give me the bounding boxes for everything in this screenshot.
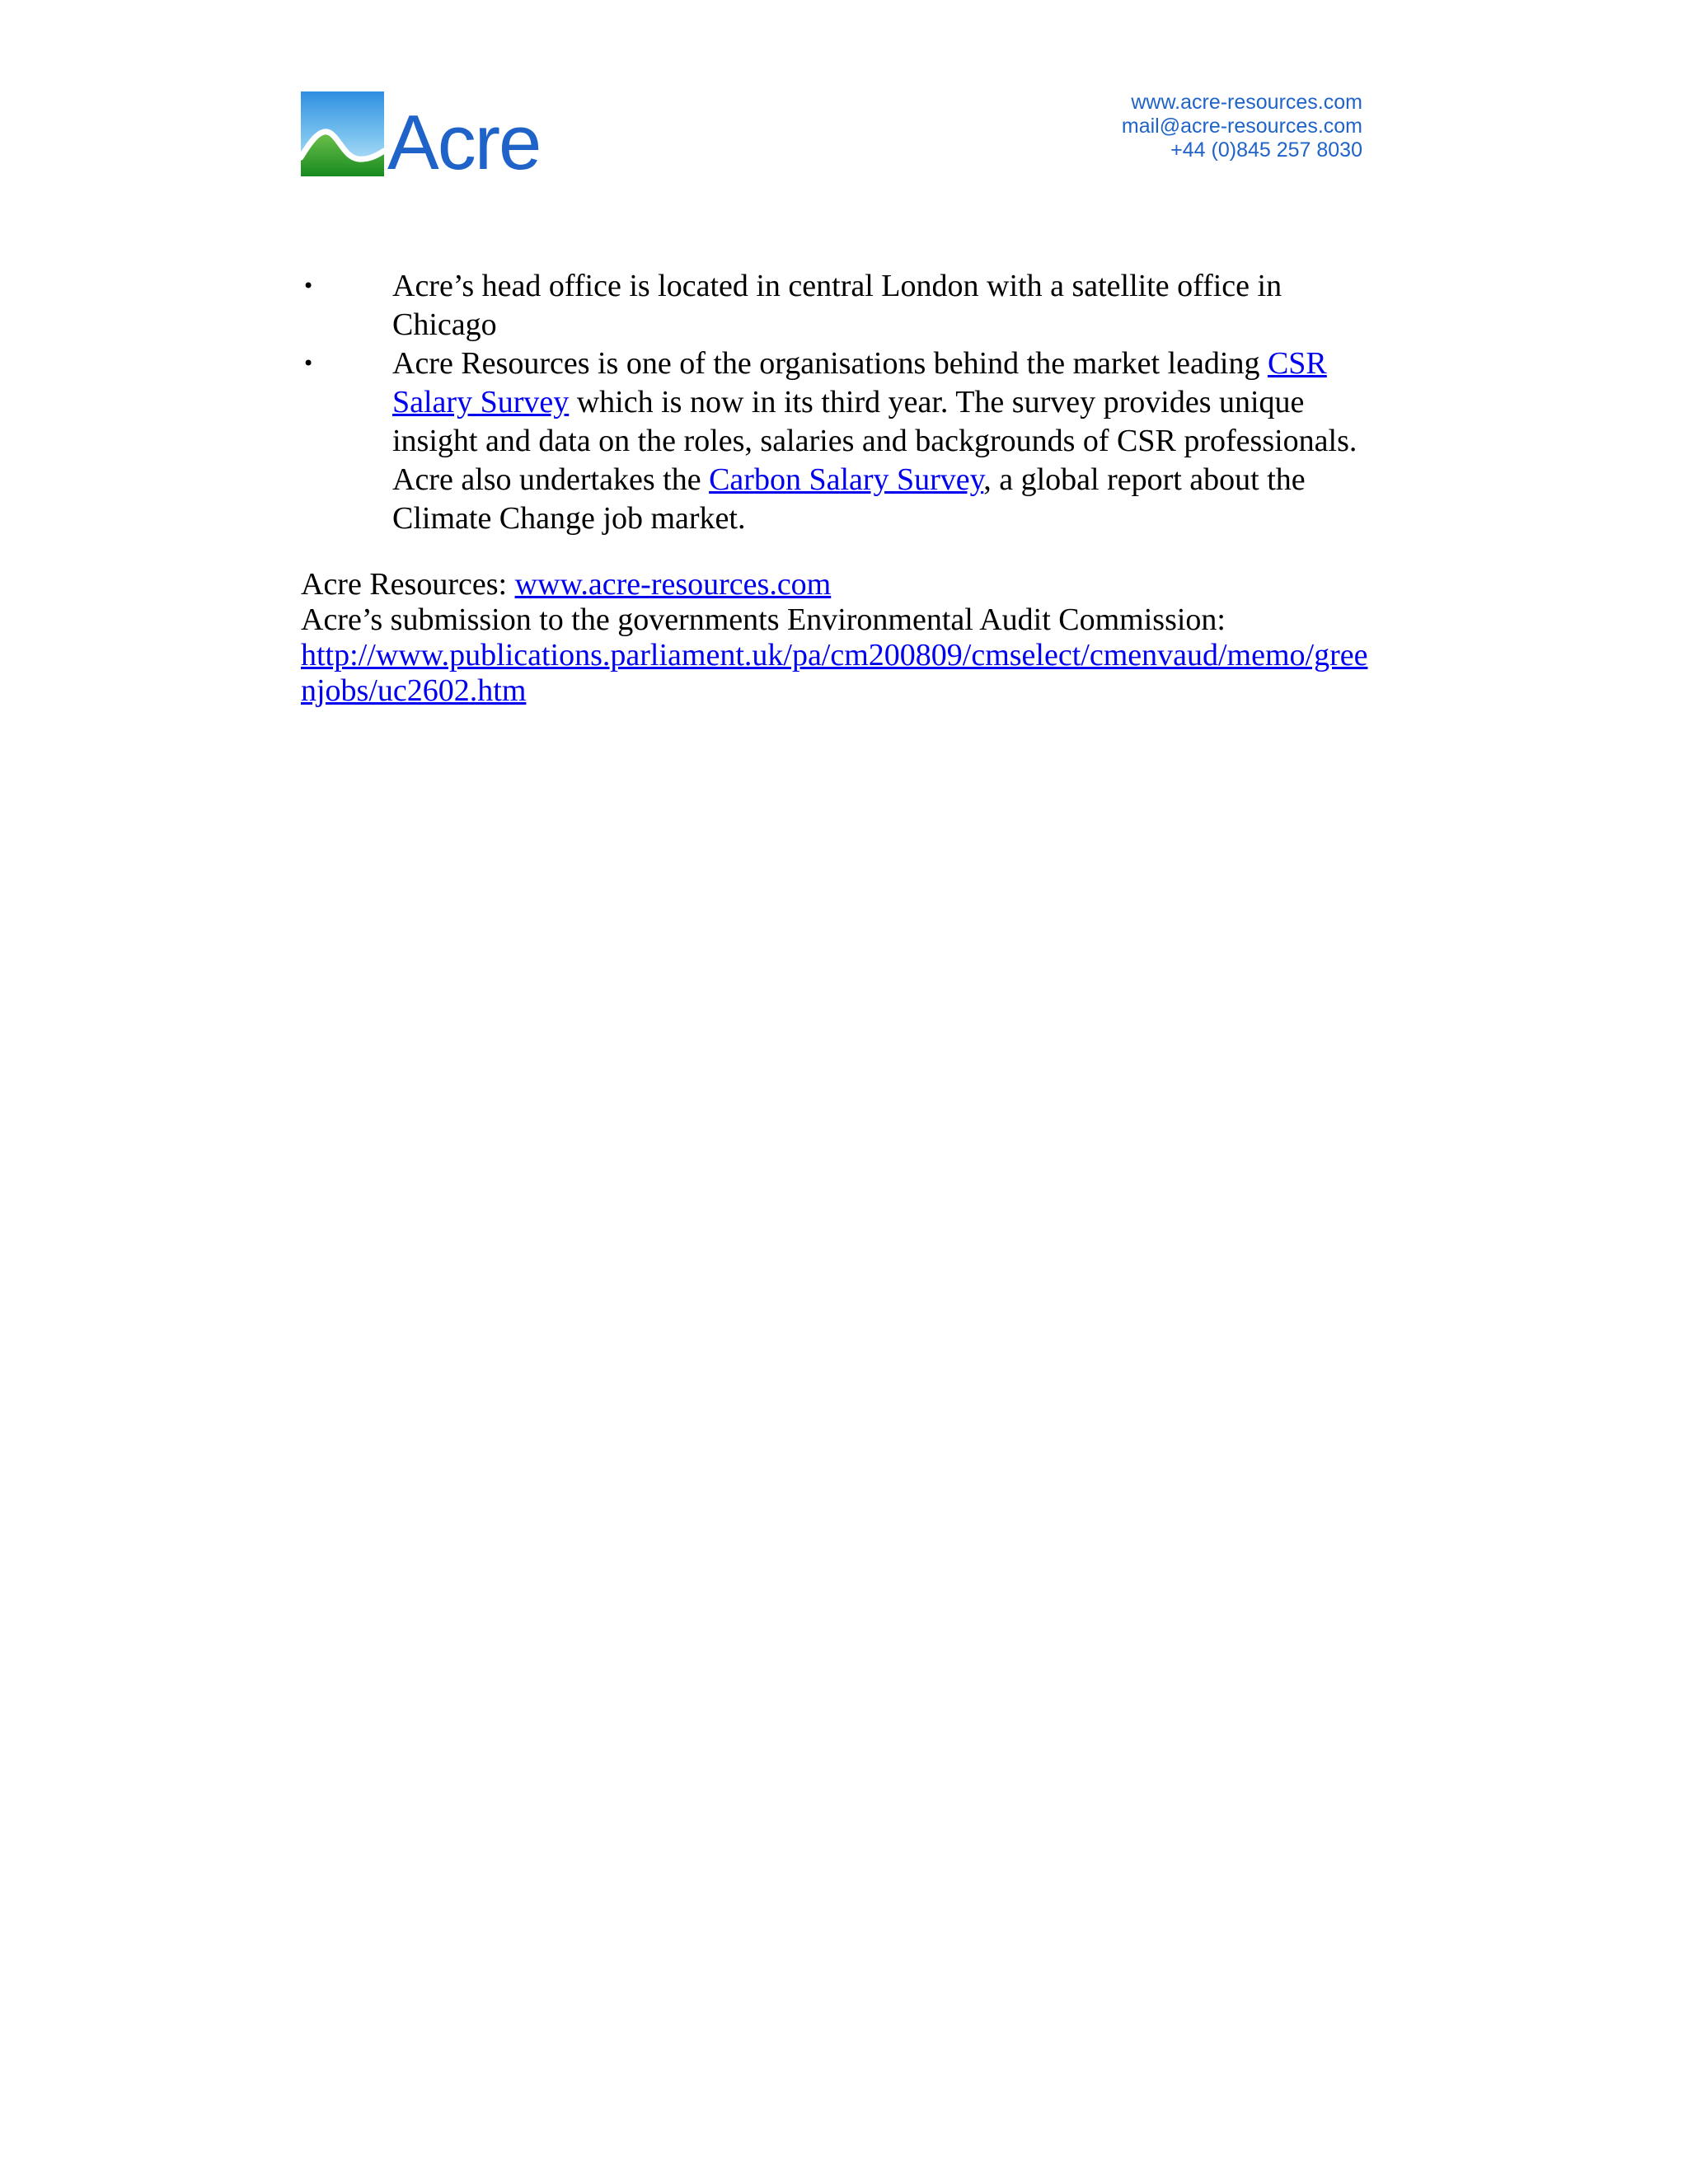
- bullet-text: Acre’s head office is located in central London with a satellite office in Chicago: [392, 269, 1282, 342]
- list-item: [301, 344, 1372, 538]
- resources-line: [301, 567, 1381, 602]
- contact-website[interactable]: www.acre-resources.com: [1131, 91, 1362, 114]
- logo-wordmark: Acre: [387, 99, 541, 185]
- contact-phone: +44 (0)845 257 8030: [1170, 138, 1362, 162]
- bullet-text-after: , a global report about the Climate Change job market.: [392, 462, 1306, 536]
- acre-logo-mark-icon: [301, 91, 384, 176]
- list-item: [301, 267, 1372, 344]
- acre-logo: [301, 89, 541, 185]
- contact-block: [1122, 91, 1362, 162]
- bullet-list: [301, 267, 1372, 538]
- submission-line: [301, 638, 1381, 709]
- carbon-salary-survey-link[interactable]: Carbon Salary Survey: [709, 462, 984, 497]
- submission-label: Acre’s submission to the governments Environmental Audit Commission:: [301, 602, 1226, 637]
- resources-link[interactable]: www.acre-resources.com: [514, 567, 832, 602]
- submission-link[interactable]: http://www.publications.parliament.uk/pa/cm200809/cmselect/cmenvaud/memo/greenjobs/uc2602.htm: [301, 638, 1368, 708]
- resources-label: Acre Resources:: [301, 567, 515, 602]
- csr-salary-survey-link[interactable]: CSR Salary Survey: [392, 346, 1327, 419]
- bullet-text-before: Acre Resources is one of the organisations behind the market leading: [392, 346, 1268, 381]
- contact-email[interactable]: mail@acre-resources.com: [1121, 115, 1362, 138]
- bullet-icon: •: [302, 352, 315, 375]
- references-block: [301, 567, 1381, 709]
- bullet-text-middle: which is now in its third year. The survey provides unique insight and data on the roles, salaries and backgrounds of CSR professionals. Acre also undertakes the: [392, 385, 1357, 497]
- bullet-icon: •: [302, 274, 315, 298]
